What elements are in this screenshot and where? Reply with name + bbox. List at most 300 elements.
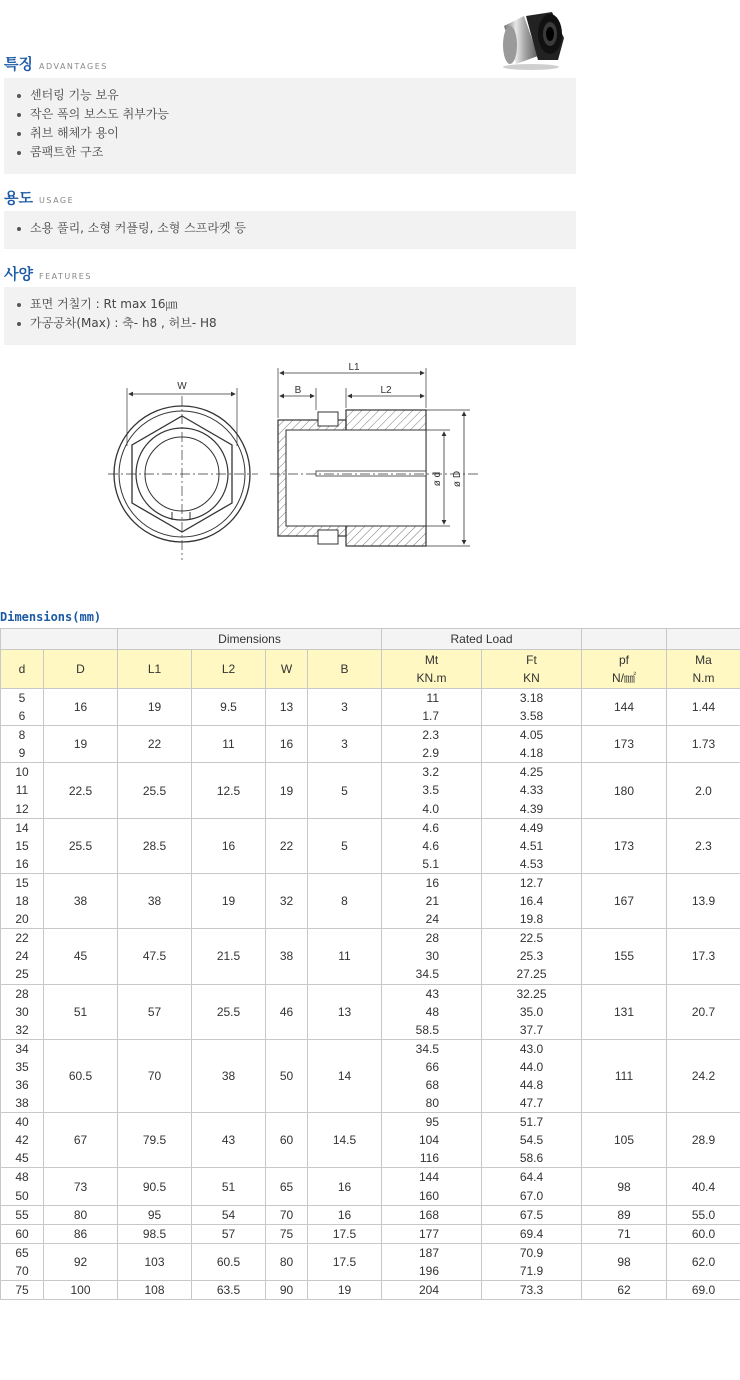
- cell-value: 15: [15, 875, 29, 890]
- cell-value: 47.7: [519, 1096, 544, 1111]
- cell-value: 48: [425, 1004, 440, 1019]
- cell-ft: [482, 929, 582, 984]
- cell-d: 38: [44, 873, 118, 928]
- cell-d: [1, 929, 44, 984]
- advantages-title: [4, 53, 108, 74]
- cell-mt: [382, 1205, 482, 1224]
- cell-mt: [382, 763, 482, 818]
- cell-value: 48: [15, 1170, 29, 1185]
- cell-d: 92: [44, 1243, 118, 1280]
- cell-value: 4.6: [422, 838, 440, 853]
- column-header-b: [308, 650, 382, 689]
- label-l2: L2: [380, 385, 392, 396]
- cell-mt: [382, 1168, 482, 1205]
- cell-pf: 111: [582, 1039, 667, 1112]
- cell-pf: 62: [582, 1281, 667, 1300]
- cell-ft: [482, 1039, 582, 1112]
- cell-value: 70.9: [519, 1245, 544, 1260]
- cell-mt: [382, 726, 482, 763]
- cell-value: 35.0: [519, 1004, 544, 1019]
- cell-d: [1, 763, 44, 818]
- cell-l1: 95: [118, 1205, 192, 1224]
- cell-value: 4.51: [519, 838, 544, 853]
- cell-pf: 180: [582, 763, 667, 818]
- cell-value: 25: [15, 967, 29, 982]
- cell-ma: 62.0: [667, 1243, 740, 1280]
- cell-d: 16: [44, 689, 118, 726]
- cell-l2: 43: [192, 1113, 266, 1168]
- cell-d: 67: [44, 1113, 118, 1168]
- cell-mt: [382, 689, 482, 726]
- table-row: [1, 726, 740, 763]
- cell-d: [1, 818, 44, 873]
- cell-value: 160: [418, 1188, 440, 1203]
- cell-ma: 24.2: [667, 1039, 740, 1112]
- cell-b: 16: [308, 1168, 382, 1205]
- cell-ft: [482, 689, 582, 726]
- cell-value: 204: [418, 1283, 440, 1297]
- cell-d: 22.5: [44, 763, 118, 818]
- label-l1: L1: [348, 362, 360, 373]
- cell-pf: 105: [582, 1113, 667, 1168]
- list-item: 가공공차(Max) : 축- h8 , 허브- H8: [14, 314, 564, 333]
- cell-l2: 54: [192, 1205, 266, 1224]
- cell-ft: [482, 873, 582, 928]
- cell-value: 2.9: [422, 746, 440, 761]
- cell-value: 4.39: [519, 801, 544, 816]
- cell-value: 44.0: [519, 1059, 544, 1074]
- cell-value: 40: [15, 1115, 29, 1130]
- cell-mt: [382, 1243, 482, 1280]
- table-row: [1, 1168, 740, 1205]
- cell-value: 73.3: [519, 1283, 544, 1297]
- cell-value: 187: [418, 1245, 440, 1260]
- cell-l1: 19: [118, 689, 192, 726]
- column-name: D: [76, 662, 85, 676]
- cell-b: 11: [308, 929, 382, 984]
- cell-value: 60: [15, 1226, 29, 1241]
- cell-b: 17.5: [308, 1224, 382, 1243]
- label-w: W: [177, 381, 187, 392]
- column-name: B: [340, 662, 349, 676]
- cell-value: 67.0: [519, 1188, 544, 1203]
- cell-value: 21: [425, 894, 440, 909]
- cell-value: 24: [15, 949, 29, 964]
- cell-value: 14: [15, 820, 29, 835]
- cell-value: 11: [15, 783, 29, 798]
- cell-ma: 2.3: [667, 818, 740, 873]
- cell-l1: 79.5: [118, 1113, 192, 1168]
- cell-value: 45: [15, 1151, 29, 1166]
- cell-ma: 69.0: [667, 1281, 740, 1300]
- cell-l2: 38: [192, 1039, 266, 1112]
- cell-ft: [482, 1113, 582, 1168]
- cell-ft: [482, 984, 582, 1039]
- advantages-subtitle: ADVANTAGES: [38, 62, 108, 71]
- list-item: 소용 풀리, 소형 커플링, 소형 스프라켓 등: [14, 219, 564, 238]
- cell-value: 65: [15, 1245, 29, 1260]
- cell-b: 5: [308, 763, 382, 818]
- cell-l2: 11: [192, 726, 266, 763]
- cell-d: [1, 1113, 44, 1168]
- cell-d: [1, 984, 44, 1039]
- list-item: 작은 폭의 보스도 취부가능: [14, 105, 564, 124]
- cell-value: 68: [425, 1077, 440, 1092]
- cell-w: 75: [266, 1224, 308, 1243]
- cell-value: 34: [15, 1041, 29, 1056]
- cell-value: 19.8: [519, 912, 544, 927]
- cell-value: 11: [426, 691, 440, 705]
- cell-value: 144: [418, 1170, 440, 1185]
- column-name: Ft: [526, 653, 537, 667]
- table-row: [1, 1281, 740, 1300]
- cell-value: 3.18: [519, 691, 544, 705]
- cell-d: [1, 1281, 44, 1300]
- cell-w: 19: [266, 763, 308, 818]
- cell-value: 71.9: [519, 1263, 544, 1278]
- cell-mt: [382, 1113, 482, 1168]
- cell-value: 4.0: [422, 801, 440, 816]
- cell-pf: 71: [582, 1224, 667, 1243]
- column-header-l2: [192, 650, 266, 689]
- cell-value: 30: [15, 1004, 29, 1019]
- column-header-w: [266, 650, 308, 689]
- column-header-pf: [582, 650, 667, 689]
- cell-value: 35: [15, 1059, 29, 1074]
- cell-mt: [382, 929, 482, 984]
- cell-value: 10: [15, 765, 29, 780]
- side-view: [270, 368, 480, 546]
- cell-l2: 21.5: [192, 929, 266, 984]
- cell-value: 70: [15, 1263, 29, 1278]
- cell-value: 4.25: [519, 765, 544, 780]
- cell-d: [1, 1243, 44, 1280]
- cell-b: 8: [308, 873, 382, 928]
- cell-value: 4.05: [519, 728, 544, 743]
- cell-l1: 90.5: [118, 1168, 192, 1205]
- cell-value: 4.53: [519, 856, 544, 871]
- table-row: [1, 1205, 740, 1224]
- cell-d: [1, 1168, 44, 1205]
- cell-d: 19: [44, 726, 118, 763]
- cell-pf: 167: [582, 873, 667, 928]
- group-header-dimensions: Dimensions: [118, 629, 382, 650]
- cell-pf: 173: [582, 818, 667, 873]
- column-header-l1: [118, 650, 192, 689]
- cell-value: 4.18: [519, 746, 544, 761]
- cell-d: 86: [44, 1224, 118, 1243]
- cell-value: 64.4: [519, 1170, 544, 1185]
- column-header-mt: [382, 650, 482, 689]
- cell-pf: 155: [582, 929, 667, 984]
- list-item: 표면 거칠기 : Rt max 16㎛: [14, 295, 564, 314]
- technical-drawing: [100, 358, 480, 568]
- cell-value: 8: [18, 728, 26, 743]
- cell-b: 16: [308, 1205, 382, 1224]
- features-title: [4, 263, 92, 284]
- column-header-d: [44, 650, 118, 689]
- table-row: [1, 873, 740, 928]
- cell-b: 5: [308, 818, 382, 873]
- cell-value: 28: [15, 986, 29, 1001]
- cell-value: 58.6: [519, 1151, 544, 1166]
- cell-value: 6: [18, 709, 26, 724]
- cell-b: 3: [308, 689, 382, 726]
- cell-w: 60: [266, 1113, 308, 1168]
- cell-value: 27.25: [516, 967, 547, 982]
- cell-ma: 1.44: [667, 689, 740, 726]
- cell-value: 177: [418, 1226, 440, 1241]
- table-row: [1, 1113, 740, 1168]
- cell-pf: 144: [582, 689, 667, 726]
- group-header-rated-load: Rated Load: [382, 629, 582, 650]
- cell-l2: 60.5: [192, 1243, 266, 1280]
- cell-b: 3: [308, 726, 382, 763]
- cell-value: 5.1: [422, 856, 440, 871]
- advantages-box: [4, 78, 576, 174]
- cell-value: 104: [418, 1133, 440, 1148]
- column-unit: N.m: [692, 671, 715, 685]
- cell-ma: 17.3: [667, 929, 740, 984]
- cell-ma: 28.9: [667, 1113, 740, 1168]
- cell-pf: 98: [582, 1168, 667, 1205]
- cell-mt: [382, 1039, 482, 1112]
- cell-ft: [482, 1224, 582, 1243]
- cell-value: 4.6: [422, 820, 440, 835]
- cell-value: 12.7: [519, 875, 544, 890]
- cell-ft: [482, 1168, 582, 1205]
- cell-value: 2.3: [422, 728, 440, 743]
- cell-value: 80: [425, 1096, 440, 1111]
- cell-ft: [482, 1281, 582, 1300]
- cell-b: 14: [308, 1039, 382, 1112]
- label-d-large: ø D: [452, 470, 463, 488]
- cell-l1: 22: [118, 726, 192, 763]
- cell-value: 37.7: [519, 1022, 544, 1037]
- cell-ma: 13.9: [667, 873, 740, 928]
- cell-l1: 47.5: [118, 929, 192, 984]
- list-item: 콤팩트한 구조: [14, 143, 564, 162]
- column-header-ma: [667, 650, 740, 689]
- features-box: [4, 287, 576, 345]
- cell-value: 16: [425, 875, 440, 890]
- cell-value: 9: [18, 746, 26, 761]
- table-row: [1, 1039, 740, 1112]
- cell-w: 13: [266, 689, 308, 726]
- cell-l1: 25.5: [118, 763, 192, 818]
- cell-w: 65: [266, 1168, 308, 1205]
- advantages-title-ko: 특징: [4, 55, 33, 73]
- usage-subtitle: USAGE: [38, 196, 75, 205]
- table-row: [1, 984, 740, 1039]
- cell-value: 44.8: [519, 1077, 544, 1092]
- cell-value: 16: [15, 856, 29, 871]
- features-subtitle: FEATURES: [38, 272, 92, 281]
- cell-value: 4.33: [519, 783, 544, 798]
- cell-b: 19: [308, 1281, 382, 1300]
- cell-l1: 28.5: [118, 818, 192, 873]
- cell-ft: [482, 1243, 582, 1280]
- cell-value: 51.7: [519, 1115, 544, 1130]
- cell-value: 66: [425, 1059, 440, 1074]
- cell-value: 12: [15, 801, 29, 816]
- cell-value: 69.4: [519, 1226, 544, 1241]
- column-header-d: [1, 650, 44, 689]
- cell-value: 67.5: [519, 1207, 544, 1222]
- table-row: [1, 763, 740, 818]
- cell-pf: 173: [582, 726, 667, 763]
- cell-value: 38: [15, 1096, 29, 1111]
- cell-l1: 57: [118, 984, 192, 1039]
- cell-d: 73: [44, 1168, 118, 1205]
- cell-w: 16: [266, 726, 308, 763]
- column-name: d: [18, 662, 26, 676]
- cell-value: 18: [15, 894, 29, 909]
- cell-value: 42: [15, 1133, 29, 1148]
- cell-ft: [482, 1205, 582, 1224]
- cell-value: 3.2: [422, 765, 440, 780]
- product-image: [498, 4, 568, 72]
- list-item: 센터링 기능 보유: [14, 86, 564, 105]
- cell-mt: [382, 1224, 482, 1243]
- cell-value: 32: [15, 1022, 29, 1037]
- cell-value: 20: [15, 912, 29, 927]
- table-row: [1, 689, 740, 726]
- column-name: L2: [221, 662, 236, 676]
- features-title-ko: 사양: [4, 265, 33, 283]
- cell-d: 45: [44, 929, 118, 984]
- cell-value: 50: [15, 1188, 29, 1203]
- column-name: W: [280, 662, 293, 676]
- cell-d: 51: [44, 984, 118, 1039]
- table-row: [1, 818, 740, 873]
- usage-title-ko: 용도: [4, 189, 33, 207]
- cell-d: 60.5: [44, 1039, 118, 1112]
- cell-d: [1, 726, 44, 763]
- usage-box: [4, 211, 576, 249]
- cell-l2: 57: [192, 1224, 266, 1243]
- cell-value: 3.5: [422, 783, 440, 798]
- cell-l1: 38: [118, 873, 192, 928]
- column-unit: KN.m: [416, 671, 447, 685]
- label-b: B: [294, 385, 302, 396]
- cell-ma: 40.4: [667, 1168, 740, 1205]
- cell-ft: [482, 726, 582, 763]
- cell-d: [1, 689, 44, 726]
- table-row: [1, 929, 740, 984]
- cell-mt: [382, 873, 482, 928]
- cell-b: 13: [308, 984, 382, 1039]
- cell-l2: 51: [192, 1168, 266, 1205]
- cell-value: 16.4: [519, 894, 544, 909]
- cell-value: 34.5: [415, 967, 440, 982]
- cell-value: 54.5: [519, 1133, 544, 1148]
- cell-w: 32: [266, 873, 308, 928]
- cell-value: 22.5: [519, 931, 544, 946]
- cell-w: 46: [266, 984, 308, 1039]
- column-name: pf: [619, 653, 630, 667]
- cell-value: 22: [15, 931, 29, 946]
- column-header-ft: [482, 650, 582, 689]
- cell-l2: 25.5: [192, 984, 266, 1039]
- cell-value: 24: [425, 912, 440, 927]
- cell-ma: 20.7: [667, 984, 740, 1039]
- dimensions-table: [0, 628, 740, 1300]
- cell-pf: 131: [582, 984, 667, 1039]
- column-unit: KN: [523, 671, 540, 685]
- cell-value: 58.5: [415, 1022, 440, 1037]
- cell-mt: [382, 818, 482, 873]
- column-name: Mt: [424, 653, 439, 667]
- list-item: 취브 해체가 용이: [14, 124, 564, 143]
- cell-w: 70: [266, 1205, 308, 1224]
- cell-value: 43: [425, 986, 440, 1001]
- cell-d: 100: [44, 1281, 118, 1300]
- cell-value: 34.5: [415, 1041, 440, 1056]
- cell-value: 15: [15, 838, 29, 853]
- table-row: [1, 1224, 740, 1243]
- cell-value: 116: [419, 1151, 440, 1166]
- cell-d: 25.5: [44, 818, 118, 873]
- cell-value: 30: [425, 949, 440, 964]
- column-unit: N/㎟: [612, 671, 637, 685]
- cell-d: [1, 1224, 44, 1243]
- cell-value: 32.25: [516, 986, 547, 1001]
- cell-value: 28: [425, 931, 440, 946]
- cell-pf: 98: [582, 1243, 667, 1280]
- cell-ma: 1.73: [667, 726, 740, 763]
- cell-l2: 12.5: [192, 763, 266, 818]
- cell-w: 38: [266, 929, 308, 984]
- cell-value: 36: [15, 1077, 29, 1092]
- cell-l1: 108: [118, 1281, 192, 1300]
- cell-l2: 63.5: [192, 1281, 266, 1300]
- cell-value: 168: [418, 1207, 440, 1222]
- cell-b: 17.5: [308, 1243, 382, 1280]
- cell-l1: 98.5: [118, 1224, 192, 1243]
- cell-l2: 16: [192, 818, 266, 873]
- cell-d: 80: [44, 1205, 118, 1224]
- cell-w: 90: [266, 1281, 308, 1300]
- column-name: L1: [147, 662, 162, 676]
- cell-d: [1, 873, 44, 928]
- label-d-small: ø d: [432, 471, 443, 487]
- cell-value: 4.49: [519, 820, 544, 835]
- cell-ma: 60.0: [667, 1224, 740, 1243]
- cell-value: 3.58: [519, 709, 544, 724]
- cell-ma: 55.0: [667, 1205, 740, 1224]
- cell-value: 95: [425, 1115, 440, 1130]
- cell-l1: 70: [118, 1039, 192, 1112]
- cell-ma: 2.0: [667, 763, 740, 818]
- cell-mt: [382, 1281, 482, 1300]
- column-name: Ma: [695, 653, 712, 667]
- usage-title: [4, 187, 74, 208]
- cell-value: 43.0: [519, 1041, 544, 1056]
- cell-b: 14.5: [308, 1113, 382, 1168]
- cell-d: [1, 1205, 44, 1224]
- cell-d: [1, 1039, 44, 1112]
- cell-value: 55: [15, 1207, 29, 1222]
- cell-w: 22: [266, 818, 308, 873]
- cell-w: 80: [266, 1243, 308, 1280]
- cell-w: 50: [266, 1039, 308, 1112]
- front-view: [108, 388, 258, 560]
- cell-mt: [382, 984, 482, 1039]
- table-row: [1, 1243, 740, 1280]
- cell-value: 5: [18, 691, 26, 705]
- cell-value: 1.7: [422, 709, 440, 724]
